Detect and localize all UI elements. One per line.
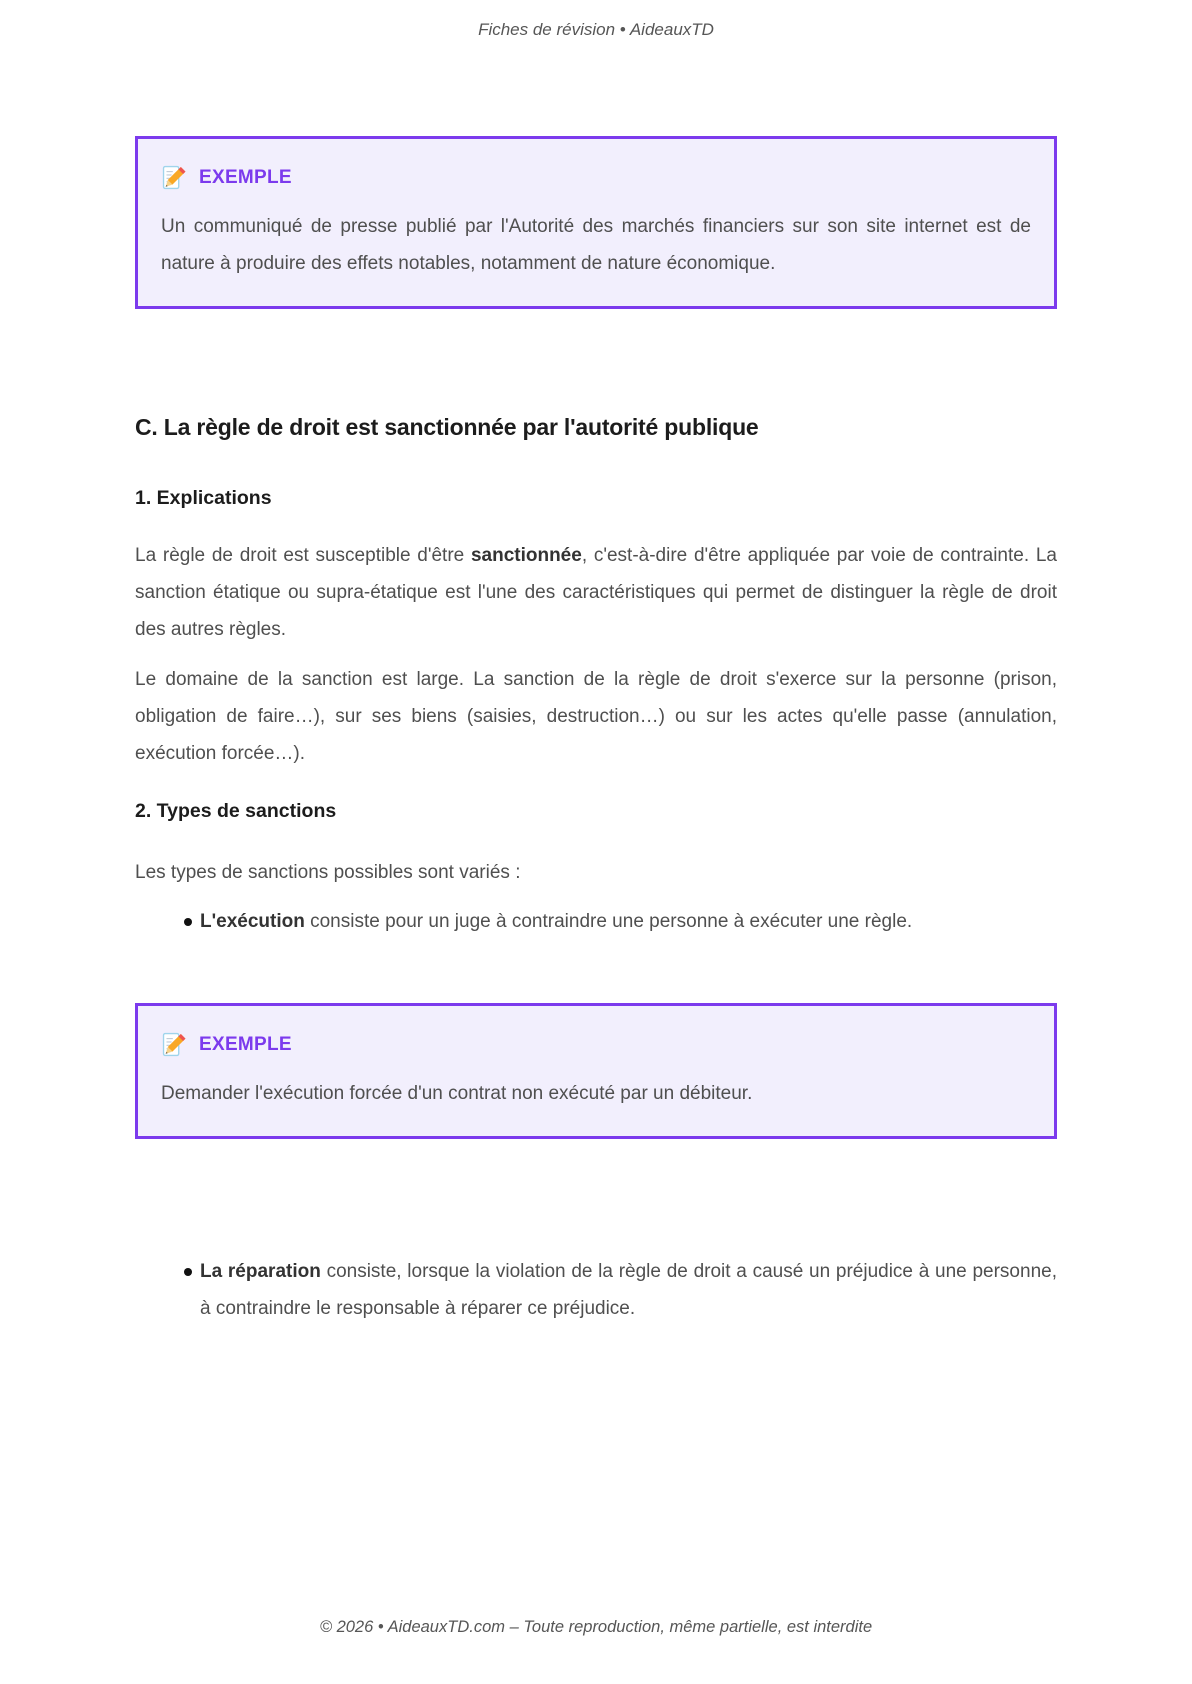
- example-label: EXEMPLE: [199, 1033, 292, 1055]
- list-item-reparation: [135, 1253, 1057, 1327]
- list-item-lead: L'exécution: [200, 911, 305, 932]
- example-label: EXEMPLE: [199, 166, 292, 188]
- paragraph-types-intro: Les types de sanctions possibles sont variés :: [135, 862, 521, 883]
- bullet-marker: [184, 1268, 192, 1276]
- memo-icon: [161, 164, 188, 191]
- paragraph-text: La règle de droit est susceptible d'être: [135, 545, 471, 566]
- page-content: [135, 0, 1057, 1319]
- page-header: Fiches de révision • AideauxTD: [478, 20, 714, 39]
- example-text: Un communiqué de presse publié par l'Autorité des marchés financiers sur son site internet est de nature à produire des effets notables, notamment de nature économique.: [161, 216, 1031, 274]
- list-item-rest: consiste pour un juge à contraindre une personne à exécuter une règle.: [304, 911, 913, 932]
- list-item-text: [200, 903, 1057, 940]
- example-box-2: [135, 1003, 1057, 1139]
- example-box-1: [135, 136, 1057, 309]
- list-item-text: [200, 1253, 1057, 1327]
- list-item-execution: [135, 903, 1057, 940]
- paragraph-text: , c'est-à-dire d'être appliquée par voie de contrainte. La sanction étatique ou supra-étatique est l'une des caractéristiques qui permet de distinguer la règle de droit des autres règles.: [135, 545, 1057, 640]
- bullet-marker: [184, 918, 192, 926]
- section-heading: C. La règle de droit est sanctionnée par l'autorité publique: [135, 414, 759, 440]
- list-item-rest: consiste, lorsque la violation de la règle de droit a causé un préjudice à une personne, à contraindre le responsable à réparer ce préjudice.: [200, 1261, 1057, 1319]
- page-footer: © 2026 • AideauxTD.com – Toute reproduction, même partielle, est interdite: [319, 1618, 873, 1636]
- paragraph-explications-2: Le domaine de la sanction est large. La sanction de la règle de droit s'exerce sur la personne (prison, obligation de faire…), sur ses biens (saisies, destruction…) ou sur les actes qu'elle passe (annulation, exécution forcée…).: [135, 669, 1057, 764]
- example-title-row: [161, 1031, 1031, 1058]
- example-title-row: [161, 164, 1031, 191]
- subsection-1-title: 1. Explications: [135, 487, 272, 509]
- subsection-2-title: 2. Types de sanctions: [135, 800, 337, 822]
- list-item-lead: La réparation: [200, 1261, 321, 1282]
- paragraph-bold-term: sanctionnée: [470, 545, 582, 566]
- example-text: Demander l'exécution forcée d'un contrat non exécuté par un débiteur.: [161, 1083, 753, 1104]
- memo-icon: [161, 1031, 188, 1058]
- paragraph-explications-1: [135, 537, 1057, 648]
